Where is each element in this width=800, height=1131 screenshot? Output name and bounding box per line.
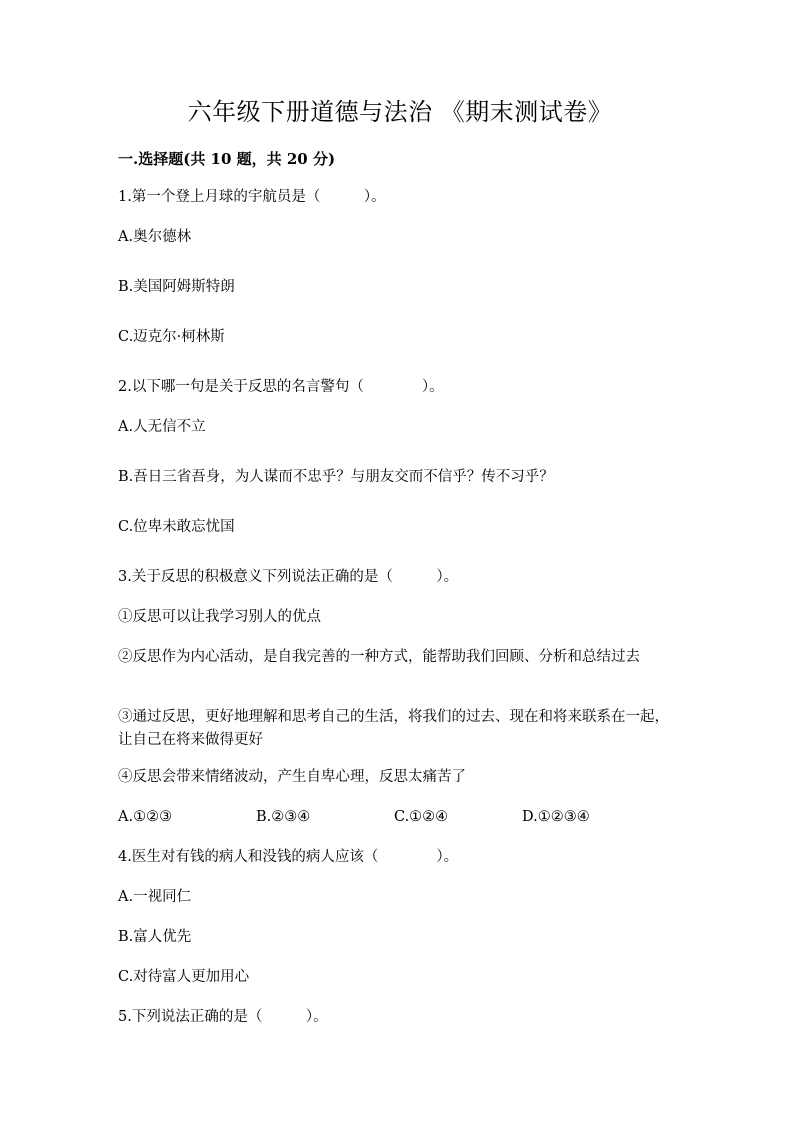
question-4-option-c: C.对待富人更加用心 [118,969,250,985]
question-1-option-a: A.奥尔德林 [118,229,192,245]
page-title: 六年级下册道德与法治 《期末测试卷》 [187,98,613,126]
question-3-option-d: D.①②③④ [522,809,590,825]
question-4-option-b: B.富人优先 [118,929,192,945]
question-2-option-a: A.人无信不立 [118,419,206,435]
question-4-option-a: A.一视同仁 [118,889,192,905]
question-3-statement-2: ②反思作为内心活动，是自我完善的一种方式，能帮助我们回顾、分析和总结过去 [118,649,640,665]
question-2-option-c: C.位卑未敢忘忧国 [118,519,235,535]
question-3-option-b: B.②③④ [256,809,311,825]
question-3-statement-4: ④反思会带来情绪波动，产生自卑心理，反思太痛苦了 [118,769,466,785]
question-3-option-c: C.①②④ [394,809,449,825]
section-heading: 一.选择题(共 10 题，共 20 分) [118,150,336,168]
question-1-stem: 1.第一个登上月球的宇航员是（ ）。 [118,189,386,205]
question-2-option-b: B.吾日三省吾身，为人谋而不忠乎？与朋友交而不信乎？传不习乎？ [118,469,554,485]
question-3-option-a: A.①②③ [118,809,173,825]
question-2-stem: 2.以下哪一句是关于反思的名言警句（ ）。 [118,379,444,395]
question-3-stem: 3.关于反思的积极意义下列说法正确的是（ ）。 [118,569,459,585]
question-3-options [118,806,678,830]
question-3-statement-1: ①反思可以让我学习别人的优点 [118,609,321,625]
question-5-stem: 5.下列说法正确的是（ ）。 [118,1009,328,1025]
question-3-statement-3: ③通过反思，更好地理解和思考自己的生活，将我们的过去、现在和将来联系在一起，让自己在将来做得更好 [118,709,669,748]
question-4-stem: 4.医生对有钱的病人和没钱的病人应该（ ）。 [118,849,459,865]
question-1-option-b: B.美国阿姆斯特朗 [118,279,235,295]
question-1-option-c: C.迈克尔·柯林斯 [118,329,225,345]
